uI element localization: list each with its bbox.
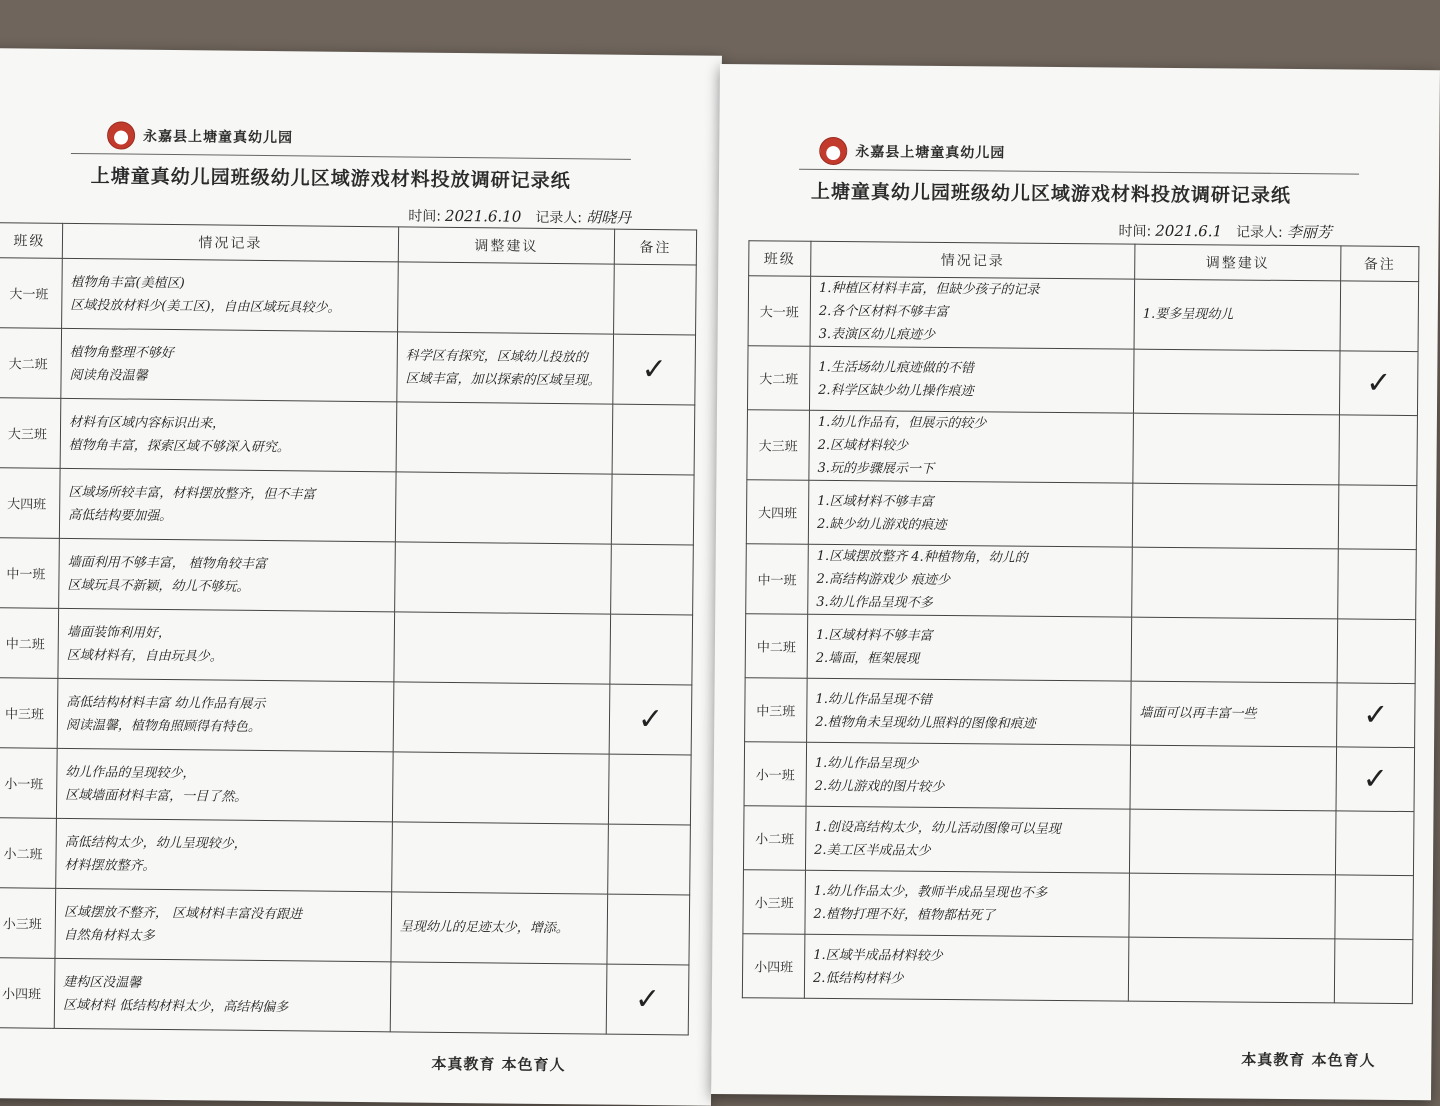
table-row — [746, 480, 1417, 550]
class-name-cell: 大三班 — [0, 398, 61, 469]
class-name-cell: 小二班 — [743, 806, 806, 871]
checkmark-icon: ✓ — [1339, 351, 1418, 416]
record-line: 1.幼儿作品呈现少 — [814, 755, 919, 772]
table-row — [0, 678, 692, 755]
col-header-class: 班级 — [749, 241, 811, 277]
record-line: 材料摆放整齐。 — [64, 857, 156, 874]
time-label: 时间: — [408, 208, 442, 225]
col-header-class: 班级 — [0, 223, 63, 259]
suggestion-cell — [1133, 413, 1340, 485]
record-line: 阅读角没温馨 — [69, 367, 148, 384]
class-name-cell: 中三班 — [745, 678, 808, 743]
table-row — [0, 538, 693, 615]
record-line: 2.植物角未呈现幼儿照料的图像和痕迹 — [815, 714, 1036, 732]
table-row — [743, 806, 1414, 876]
col-header-note: 备注 — [1341, 246, 1419, 282]
suggestion-cell — [395, 472, 612, 544]
record-line: 1.幼儿作品太少，教师半成品呈现也不多 — [813, 883, 1048, 901]
school-name: 永嘉县上塘童真幼儿园 — [142, 128, 294, 147]
record-cell — [809, 410, 1134, 483]
table-row — [747, 346, 1418, 416]
record-cell — [808, 544, 1133, 617]
sheet-header — [819, 137, 1005, 167]
record-cell — [56, 748, 393, 822]
record-line: 2.植物打理不好，植物都枯死了 — [813, 906, 996, 923]
record-cell — [54, 958, 391, 1032]
record-line: 植物角丰富，探索区域不够深入研究。 — [68, 437, 290, 455]
record-line: 2.科学区缺少幼儿操作痕迹 — [818, 382, 974, 399]
note-cell — [1337, 619, 1416, 684]
table-row — [0, 398, 695, 475]
record-table — [0, 222, 697, 1035]
table-row — [0, 818, 690, 895]
record-line: 1.区域半成品材料较少 — [813, 947, 943, 964]
suggestion-cell — [397, 332, 614, 404]
record-cell — [59, 538, 396, 612]
class-name-cell: 小二班 — [0, 818, 56, 889]
class-name-cell: 中三班 — [0, 678, 58, 749]
suggestion-cell — [1133, 349, 1340, 415]
record-line: 3.表演区幼儿痕迹少 — [818, 326, 936, 343]
record-line: 1.区域摆放整齐 4.种植物角，幼儿的 — [816, 548, 1028, 566]
table-row — [743, 870, 1414, 940]
footer-motto: 本真教育 本色育人 — [1241, 1050, 1376, 1070]
note-cell — [611, 544, 694, 615]
record-line: 2.低结构材料少 — [812, 970, 904, 987]
class-name-cell: 小四班 — [742, 934, 805, 999]
suggestion-cell — [395, 542, 612, 614]
suggestion-cell — [1132, 483, 1339, 549]
record-line: 高低结构材料丰富 幼儿作品有展示 — [66, 694, 266, 712]
record-line: 2.缺少幼儿游戏的痕迹 — [816, 516, 947, 533]
suggestion-cell — [390, 962, 607, 1034]
school-logo-icon — [107, 121, 135, 149]
record-line: 1.幼儿作品呈现不错 — [815, 691, 932, 708]
note-cell — [1335, 875, 1414, 940]
class-name-cell: 中一班 — [0, 538, 59, 609]
table-row — [748, 276, 1419, 352]
note-cell — [608, 824, 691, 895]
document-title: 上塘童真幼儿园班级幼儿区域游戏材料投放调研记录纸 — [90, 165, 571, 193]
record-cell — [806, 742, 1131, 809]
class-name-cell: 大一班 — [0, 258, 62, 329]
record-table — [742, 240, 1420, 1004]
record-cell — [61, 328, 398, 402]
suggestion-cell — [396, 402, 613, 474]
record-cell — [807, 614, 1132, 681]
record-line: 高低结构太少，幼儿呈现较少， — [64, 834, 247, 852]
class-name-cell: 大三班 — [747, 410, 810, 481]
table-header-row — [749, 241, 1419, 282]
table-row — [746, 544, 1417, 620]
class-name-cell: 中一班 — [746, 544, 809, 615]
record-cell — [804, 934, 1129, 1001]
record-line: 3.玩的步骤展示一下 — [817, 460, 934, 477]
table-row — [747, 410, 1418, 486]
record-line: 植物角整理不够好 — [69, 344, 174, 361]
record-cell — [810, 276, 1135, 349]
suggestion-cell — [398, 262, 615, 334]
note-cell — [607, 894, 690, 965]
table-row — [745, 678, 1416, 748]
suggestion-cell — [391, 892, 608, 964]
checkmark-icon: ✓ — [609, 684, 692, 755]
class-name-cell: 中二班 — [745, 614, 808, 679]
record-cell — [56, 818, 393, 892]
suggestion-cell — [1131, 681, 1338, 747]
record-line: 区域玩具不新颖，幼儿不够玩。 — [67, 577, 250, 595]
note-cell — [611, 474, 694, 545]
record-line: 区域场所较丰富，材料摆放整齐，但不丰富 — [68, 484, 316, 503]
record-cell — [805, 806, 1130, 873]
record-line: 阅读温馨，植物角照顾得有特色。 — [65, 717, 261, 735]
record-line: 高低结构要加强。 — [68, 507, 173, 524]
record-line: 区域墙面材料丰富，一目了然。 — [65, 787, 248, 805]
record-line: 墙面装饰利用好， — [66, 624, 171, 641]
record-line: 1.创设高结构太少，幼儿活动图像可以呈现 — [814, 819, 1061, 837]
note-cell — [1340, 281, 1419, 352]
record-line: 1.种植区材料丰富，但缺少孩子的记录 — [818, 280, 1040, 298]
checkmark-icon: ✓ — [613, 334, 696, 405]
note-cell — [610, 614, 693, 685]
suggestion-cell — [1130, 745, 1337, 811]
record-line: 区域投放材料少(美工区)，自由区域玩具较少。 — [70, 297, 341, 316]
note-cell — [1335, 811, 1414, 876]
note-cell — [1338, 485, 1417, 550]
suggestion-line: 1.要多呈现幼儿 — [1142, 306, 1234, 323]
record-meta — [408, 204, 631, 227]
record-line: 2.墙面，框架展现 — [815, 650, 920, 667]
footer-motto: 本真教育 本色育人 — [431, 1054, 566, 1075]
record-line: 2.幼儿游戏的图片较少 — [814, 778, 945, 795]
checkmark-icon: ✓ — [1337, 683, 1416, 748]
suggestion-cell — [1128, 937, 1335, 1003]
record-line: 2.区域材料较少 — [817, 437, 909, 454]
suggestion-cell — [392, 822, 609, 894]
suggestion-cell — [1129, 809, 1336, 875]
document-title: 上塘童真幼儿园班级幼儿区域游戏材料投放调研记录纸 — [810, 180, 1291, 207]
sheet-header — [107, 121, 293, 151]
record-cell — [62, 258, 399, 332]
table-row — [0, 958, 689, 1035]
record-line: 建构区没温馨 — [63, 974, 142, 991]
record-line: 区域摆放不整齐， 区域材料丰富没有跟进 — [63, 904, 303, 922]
class-name-cell: 中二班 — [0, 608, 59, 679]
time-value: 2021.6.1 — [1155, 221, 1223, 241]
checkmark-icon: ✓ — [606, 964, 689, 1035]
suggestion-cell — [1134, 279, 1341, 351]
note-cell — [614, 264, 697, 335]
note-cell — [1334, 939, 1413, 1004]
table-row — [0, 888, 690, 965]
school-logo-icon — [819, 137, 847, 165]
time-label: 时间: — [1118, 223, 1152, 240]
time-value: 2021.6.10 — [444, 206, 522, 226]
suggestion-cell — [1132, 547, 1339, 619]
class-name-cell: 大四班 — [0, 468, 60, 539]
record-cell — [55, 888, 392, 962]
record-line: 1.幼儿作品有，但展示的较少 — [817, 414, 987, 432]
school-name: 永嘉县上塘童真幼儿园 — [855, 144, 1006, 162]
record-line: 墙面利用不够丰富， 植物角较丰富 — [67, 554, 267, 572]
record-line: 2.高结构游戏少 痕迹少 — [816, 571, 951, 589]
recorder-label: 记录人: — [535, 209, 583, 227]
record-line: 1.生活场幼儿痕迹做的不错 — [818, 359, 974, 376]
class-name-cell: 大二班 — [0, 328, 62, 399]
suggestion-line: 区域丰富，加以探索的区域呈现。 — [405, 370, 601, 389]
record-line: 2.美工区半成品太少 — [814, 842, 931, 859]
record-line: 植物角丰富(美植区) — [70, 274, 185, 291]
table-row — [742, 934, 1413, 1004]
table-row — [0, 748, 691, 825]
class-name-cell: 大四班 — [746, 480, 809, 545]
suggestion-cell — [394, 612, 611, 684]
col-header-suggest: 调整建议 — [1135, 244, 1341, 281]
class-name-cell: 小一班 — [0, 748, 57, 819]
suggestion-line: 科学区有探究，区域幼儿投放的 — [405, 347, 588, 365]
suggestion-cell — [393, 682, 610, 754]
recorder-label: 记录人: — [1235, 224, 1283, 241]
record-line: 自然角材料太多 — [63, 927, 155, 944]
record-line: 材料有区域内容标识出来， — [69, 414, 226, 432]
table-row — [0, 258, 696, 335]
col-header-record: 情况记录 — [811, 241, 1135, 279]
record-meta — [1118, 219, 1331, 242]
col-header-suggest: 调整建议 — [398, 227, 614, 264]
table-row — [0, 608, 693, 685]
table-row — [744, 742, 1415, 812]
recorder-value: 李丽芳 — [1286, 222, 1332, 242]
record-line: 幼儿作品的呈现较少， — [65, 764, 196, 781]
col-header-note: 备注 — [614, 229, 696, 265]
class-name-cell: 小三班 — [0, 888, 56, 959]
recorder-value: 胡晓丹 — [585, 208, 632, 227]
record-line: 2.各个区材料不够丰富 — [818, 303, 949, 321]
class-name-cell: 小三班 — [743, 870, 806, 935]
table-row — [745, 614, 1416, 684]
class-name-cell: 小四班 — [0, 958, 55, 1029]
header-rule — [799, 169, 1359, 175]
record-line: 区域材料 低结构材料太少，高结构偏多 — [62, 997, 289, 1015]
table-row — [0, 328, 696, 405]
record-line: 1.区域材料不够丰富 — [815, 627, 933, 644]
suggestion-line: 呈现幼儿的足迹太少，增添。 — [399, 919, 569, 937]
class-name-cell: 小一班 — [744, 742, 807, 807]
record-cell — [60, 398, 397, 472]
checkmark-icon: ✓ — [1336, 747, 1415, 812]
record-cell — [807, 678, 1132, 745]
record-cell — [57, 678, 394, 752]
suggestion-cell — [1129, 873, 1336, 939]
suggestion-cell — [392, 752, 609, 824]
record-line: 1.区域材料不够丰富 — [817, 493, 934, 510]
suggestion-line: 墙面可以再丰富一些 — [1139, 705, 1257, 722]
class-name-cell: 大一班 — [748, 276, 811, 347]
record-cell — [809, 346, 1134, 413]
record-cell — [805, 870, 1130, 937]
record-cell — [808, 480, 1133, 547]
note-cell — [1339, 415, 1418, 486]
header-rule — [71, 153, 631, 160]
record-sheet-right — [711, 64, 1440, 1100]
note-cell — [612, 404, 695, 475]
record-line: 区域材料有，自由玩具少。 — [66, 647, 223, 665]
note-cell — [608, 754, 691, 825]
suggestion-cell — [1131, 617, 1338, 683]
record-sheet-left — [0, 48, 722, 1106]
note-cell — [1338, 549, 1417, 620]
record-line: 3.幼儿作品呈现不多 — [816, 594, 933, 611]
table-row — [0, 468, 694, 545]
col-header-record: 情况记录 — [62, 223, 398, 262]
class-name-cell: 大二班 — [747, 346, 810, 411]
record-cell — [59, 468, 396, 542]
record-cell — [58, 608, 395, 682]
